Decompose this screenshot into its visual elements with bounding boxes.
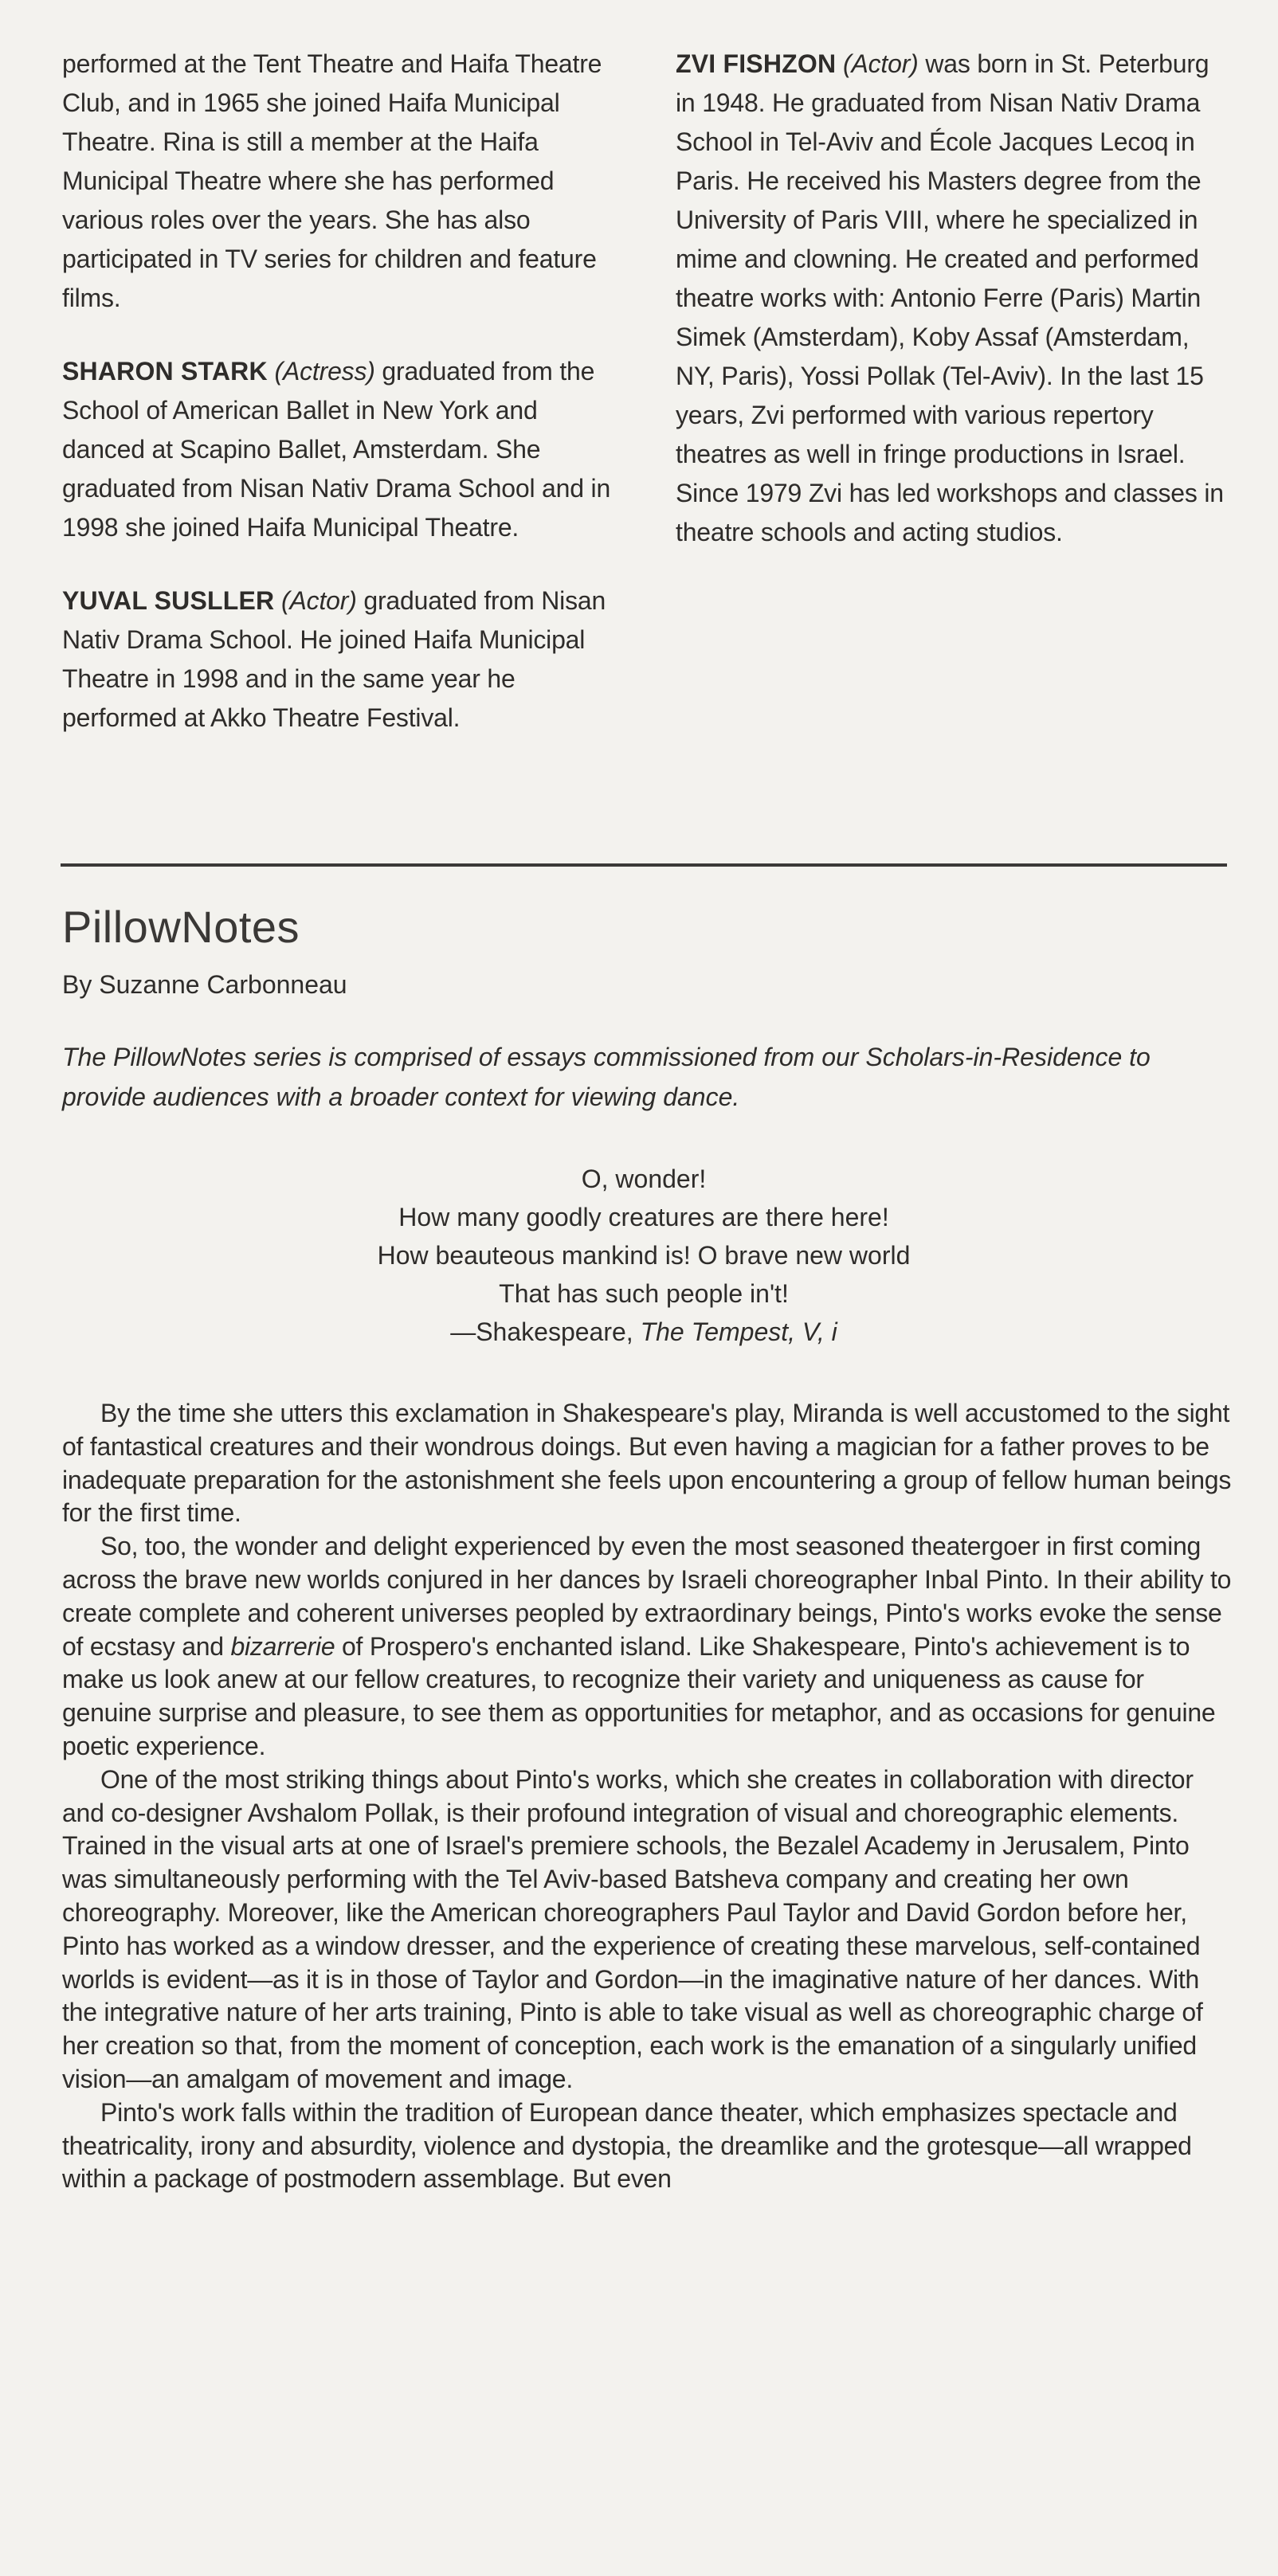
attribution-work: The Tempest, V, i — [640, 1317, 837, 1346]
bio-columns — [62, 45, 1225, 738]
section-divider — [61, 863, 1227, 867]
bio-role: (Actor) — [281, 586, 357, 615]
bio-text: graduated from the School of American Ballet in New York and danced at Scapino Ballet, Amsterdam. She graduated from Nisan Nativ Drama School and in 1998 she joined Haifa Municipal Theatre. — [62, 357, 611, 542]
bio-name: SHARON STARK — [62, 357, 268, 386]
bio-continuation: performed at the Tent Theatre and Haifa Theatre Club, and in 1965 she joined Haifa Municipal Theatre. Rina is still a member at the Haifa Municipal Theatre where she has performed various roles over the years. She has also participated in TV series for children and feature films. — [62, 49, 602, 312]
essay-paragraph — [62, 1530, 1233, 1764]
epigraph-line: O, wonder! — [581, 1165, 707, 1193]
bio-role: (Actress) — [274, 357, 375, 386]
section-title: PillowNotes — [62, 902, 300, 952]
bio-zvi-fishzon — [676, 45, 1225, 552]
bio-text: graduated from Nisan Nativ Drama School. He joined Haifa Municipal Theatre in 1998 and in the same year he performed at Akko Theatre Festival. — [62, 586, 606, 732]
essay-paragraph: One of the most striking things about Pinto's works, which she creates in collaboration with director and co-designer Avshalom Pollak, is their profound integration of visual and choreographic elements. Trained in the visual arts at one of Israel's premiere schools, the Bezalel Academy in Jerusalem, Pinto was simultaneously performing with the Tel Aviv-based Batsheva company and creating her own choreography. Moreover, like the American choreographers Paul Taylor and David Gordon before her, Pinto has worked as a window dresser, and the experience of creating these marvelous, self-contained worlds is evident—as it is in those of Taylor and Gordon—in the imaginative nature of her dances. With the integrative nature of her arts training, Pinto is able to take visual as well as choreographic charge of her creation so that, from the moment of conception, each work is the emanation of a singularly unified vision—an amalgam of movement and image. — [62, 1764, 1203, 2093]
epigraph-attribution — [62, 1313, 1225, 1351]
left-column — [62, 45, 612, 738]
bio-text: was born in St. Peterburg in 1948. He graduated from Nisan Nativ Drama School in Tel-Aviv and École Jacques Lecoq in Paris. He received his Masters degree from the University of Paris VIII, where he specialized in mime and clowning. He created and performed theatre works with: Antonio Ferre (Paris) Martin Simek (Amsterdam), Koby Assaf (Amsterdam, NY, Paris), Yossi Pollak (Tel-Aviv). In the last 15 years, Zvi performed with various repertory theatres as well in fringe productions in Israel. Since 1979 Zvi has led workshops and classes in theatre schools and acting studios. — [676, 49, 1224, 546]
attribution-author: —Shakespeare, — [450, 1317, 641, 1346]
right-column — [676, 45, 1225, 738]
essay-paragraph: Pinto's work falls within the tradition of European dance theater, which emphasizes spectacle and theatricality, irony and absurdity, violence and dystopia, the dreamlike and the grotesque—all wrapped within a package of postmodern assemblage. But even — [62, 2097, 1192, 2194]
epigraph-line: How beauteous mankind is! O brave new world — [377, 1241, 911, 1270]
bio-name: ZVI FISHZON — [676, 49, 837, 78]
essay-text: So, too, the wonder and delight experienced by even the most seasoned theatergoer in first coming across the brave new worlds conjured in her dances by Israeli choreographer Inbal Pinto. In their ability to create complete and coherent universes peopled by extraordinary beings, Pinto's works evoke the sense of ecstasy and — [62, 1532, 1232, 1661]
byline: By Suzanne Carbonneau — [62, 970, 347, 999]
bio-yuval-susller — [62, 581, 612, 738]
essay-body — [62, 1397, 1233, 2196]
bio-sharon-stark — [62, 352, 612, 547]
essay-paragraph: By the time she utters this exclamation in Shakespeare's play, Miranda is well accustomed to the sight of fantastical creatures and their wondrous doings. But even having a magician for a father proves to be inadequate preparation for the astonishment she feels upon encountering a group of fellow human beings for the first time. — [62, 1399, 1232, 1528]
series-intro: The PillowNotes series is comprised of essays commissioned from our Scholars-in-Residence to provide audiences with a broader context for viewing dance. — [62, 1043, 1151, 1111]
epigraph-line: How many goodly creatures are there here! — [398, 1203, 889, 1231]
essay-text: of Prospero's enchanted island. Like Shakespeare, Pinto's achievement is to make us look anew at our fellow creatures, to recognize their variety and uniqueness as cause for genuine surprise and pleasure, to see them as opportunities for metaphor, and as occasions for genuine poetic experience. — [62, 1631, 1216, 1760]
epigraph — [62, 1160, 1225, 1351]
bio-role: (Actor) — [843, 49, 919, 78]
essay-italic: bizarrerie — [230, 1631, 335, 1661]
bio-name: YUVAL SUSLLER — [62, 586, 275, 615]
epigraph-line: That has such people in't! — [499, 1279, 789, 1308]
